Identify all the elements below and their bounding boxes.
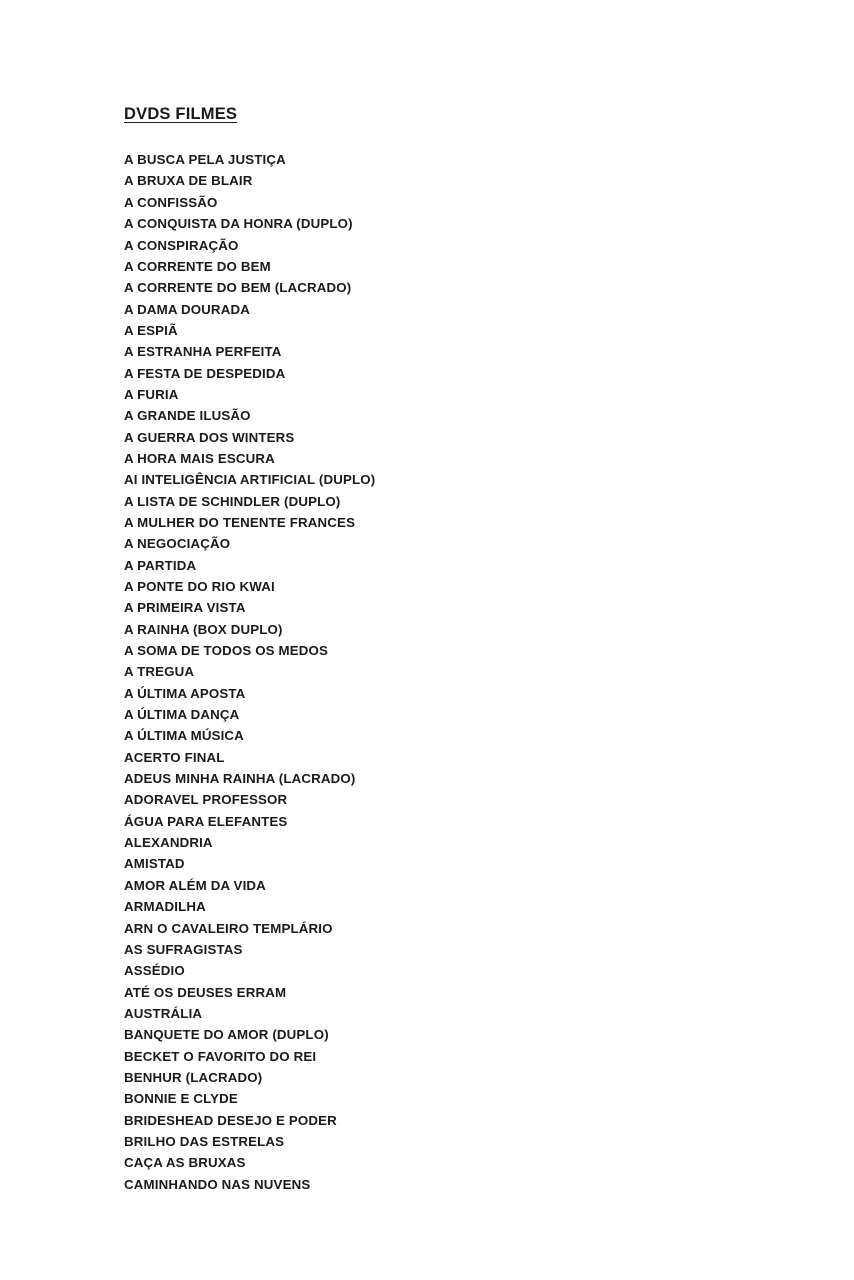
- list-item: A ESPIÃ: [124, 322, 178, 338]
- list-item: A BRUXA DE BLAIR: [124, 173, 253, 189]
- list-item: AUSTRÁLIA: [124, 1005, 203, 1021]
- list-item: AI INTELIGÊNCIA ARTIFICIAL (DUPLO): [124, 472, 376, 488]
- list-item: A CONQUISTA DA HONRA (DUPLO): [124, 216, 353, 232]
- list-item: A BUSCA PELA JUSTIÇA: [124, 152, 286, 168]
- list-item: BONNIE E CLYDE: [124, 1091, 238, 1107]
- list-item: ATÉ OS DEUSES ERRAM: [124, 984, 287, 1000]
- list-item: BECKET O FAVORITO DO REI: [124, 1048, 317, 1064]
- list-item: ASSÉDIO: [124, 963, 185, 979]
- list-item: A PRIMEIRA VISTA: [124, 600, 246, 616]
- page-title: DVDS FILMES: [124, 105, 238, 123]
- list-item: BANQUETE DO AMOR (DUPLO): [124, 1027, 329, 1043]
- list-item: A SOMA DE TODOS OS MEDOS: [124, 643, 329, 659]
- list-item: A HORA MAIS ESCURA: [124, 450, 275, 466]
- list-item: A CONSPIRAÇÃO: [124, 237, 239, 253]
- list-item: A PONTE DO RIO KWAI: [124, 579, 275, 595]
- list-item: BRILHO DAS ESTRELAS: [124, 1133, 285, 1149]
- list-item: CAMINHANDO NAS NUVENS: [124, 1176, 311, 1192]
- list-item: A GRANDE ILUSÃO: [124, 408, 251, 424]
- list-item: ARMADILHA: [124, 899, 206, 915]
- list-item: A FURIA: [124, 386, 179, 402]
- list-item: ARN O CAVALEIRO TEMPLÁRIO: [124, 920, 333, 936]
- list-item: A ÚLTIMA MÚSICA: [124, 728, 244, 744]
- list-item: ADEUS MINHA RAINHA (LACRADO): [124, 771, 356, 787]
- list-item: A NEGOCIAÇÃO: [124, 536, 231, 552]
- list-item: A MULHER DO TENENTE FRANCES: [124, 514, 356, 530]
- list-item: AS SUFRAGISTAS: [124, 941, 243, 957]
- list-item: ALEXANDRIA: [124, 835, 213, 851]
- list-item: ÁGUA PARA ELEFANTES: [124, 813, 288, 829]
- list-item: A RAINHA (BOX DUPLO): [124, 621, 283, 637]
- list-item: A CORRENTE DO BEM: [124, 258, 271, 274]
- list-item: A GUERRA DOS WINTERS: [124, 429, 295, 445]
- list-item: A ÚLTIMA APOSTA: [124, 685, 246, 701]
- page-title-row: [124, 105, 854, 149]
- list-item: ACERTO FINAL: [124, 749, 225, 765]
- list-item: CAÇA AS BRUXAS: [124, 1155, 246, 1171]
- list-item: BENHUR (LACRADO): [124, 1069, 263, 1085]
- list-item: BRIDESHEAD DESEJO E PODER: [124, 1112, 337, 1128]
- list-item: ADORAVEL PROFESSOR: [124, 792, 288, 808]
- list-item: A CONFISSÃO: [124, 194, 218, 210]
- list-item: A PARTIDA: [124, 557, 197, 573]
- list-item: A CORRENTE DO BEM (LACRADO): [124, 280, 352, 296]
- list-item: AMOR ALÉM DA VIDA: [124, 877, 266, 893]
- list-item: A ÚLTIMA DANÇA: [124, 707, 240, 723]
- list-item: A FESTA DE DESPEDIDA: [124, 365, 286, 381]
- list-item: A TREGUA: [124, 664, 195, 680]
- list-item: A DAMA DOURADA: [124, 301, 250, 317]
- list-item: A ESTRANHA PERFEITA: [124, 344, 282, 360]
- list-item: AMISTAD: [124, 856, 185, 872]
- dvd-movie-list: [124, 149, 854, 1195]
- list-item: A LISTA DE SCHINDLER (DUPLO): [124, 493, 341, 509]
